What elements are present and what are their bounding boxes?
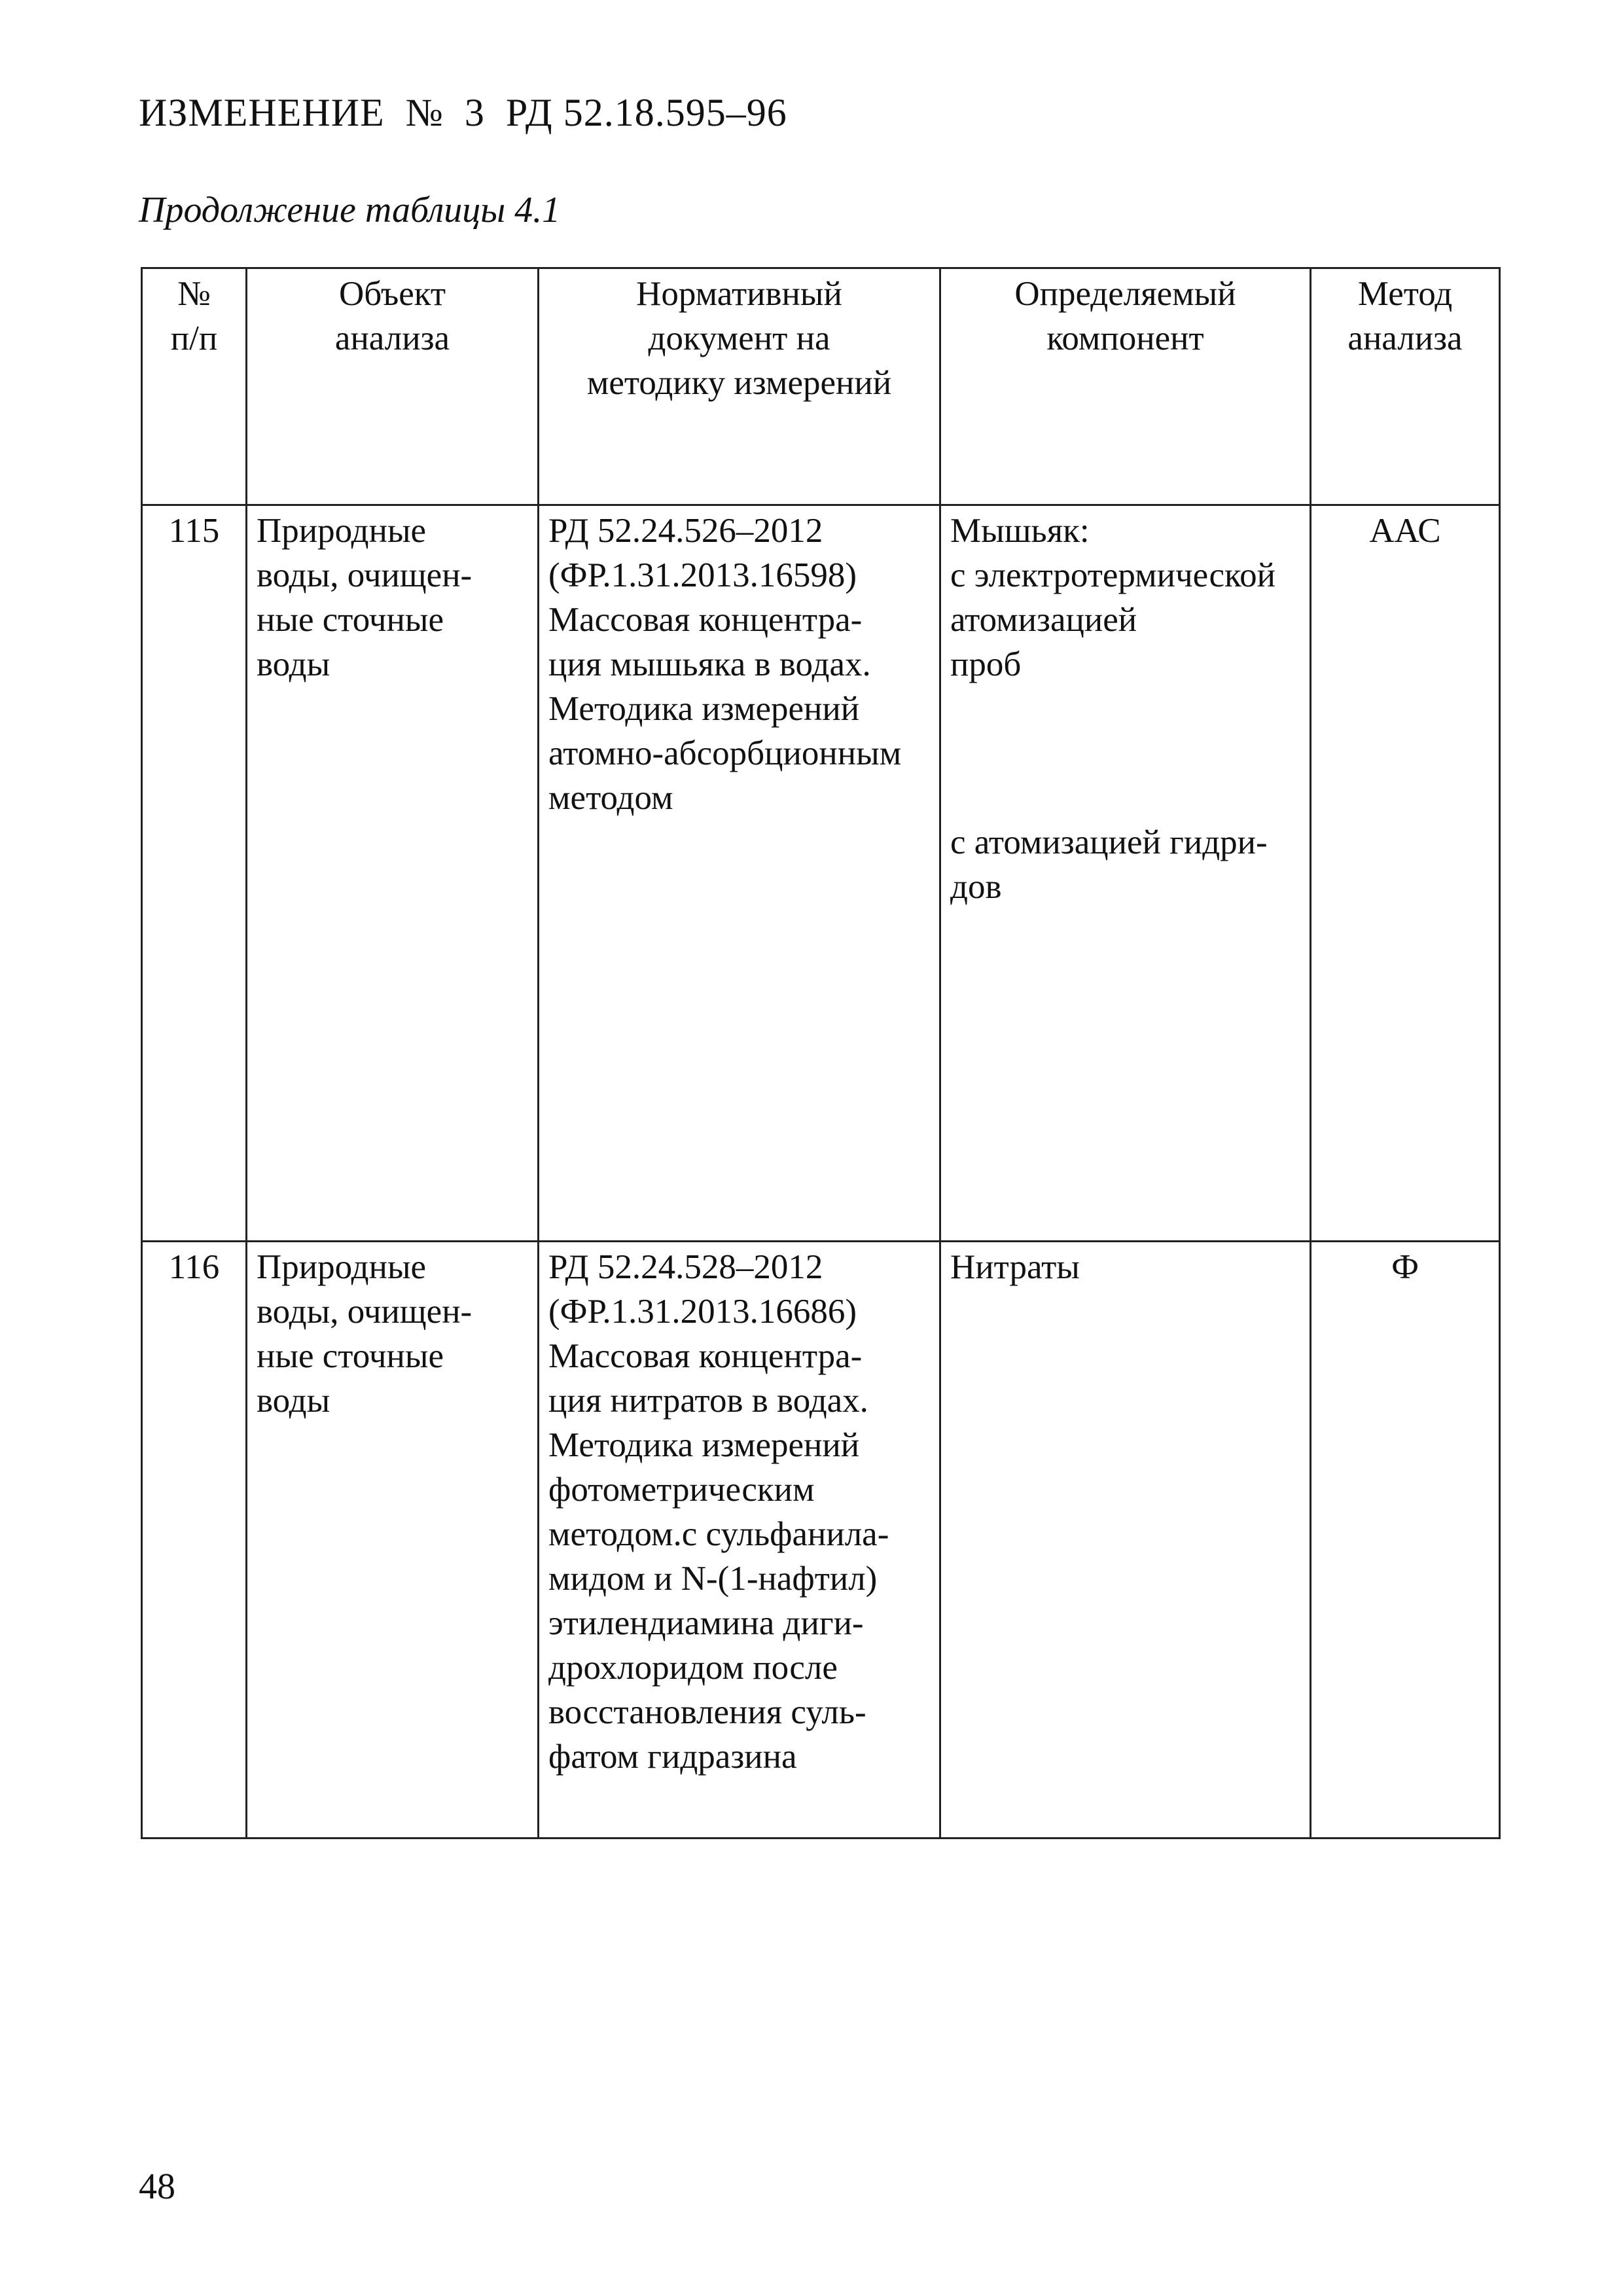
header-object xyxy=(247,268,539,505)
header-object-line: Объект xyxy=(338,275,446,313)
header-method xyxy=(1311,268,1500,505)
cell-document-line: (ФР.1.31.2013.16598) xyxy=(548,556,857,594)
cell-document-line: фотометрическим xyxy=(548,1471,815,1509)
cell-document-line: Методика измерений xyxy=(548,1426,860,1464)
cell-document-line: ция нитратов в водах. xyxy=(548,1382,868,1420)
cell-method: Ф xyxy=(1311,1242,1500,1839)
header-document xyxy=(539,268,940,505)
header-method-line: Метод xyxy=(1357,275,1453,313)
cell-document-line: дрохлоридом после xyxy=(548,1649,838,1687)
cell-object-line: воды xyxy=(257,1382,330,1420)
cell-component-spacer xyxy=(950,687,1306,820)
cell-object xyxy=(247,505,539,1242)
header-number-line: № xyxy=(177,275,211,313)
cell-component-line: Мышьяк: xyxy=(950,512,1090,550)
cell-document-line: РД 52.24.528–2012 xyxy=(548,1248,823,1286)
cell-document-line: методом.с сульфанила- xyxy=(548,1515,889,1553)
cell-component-line: атомизацией xyxy=(950,601,1137,639)
cell-object-line: ные сточные xyxy=(257,601,444,639)
cell-document-line: Методика измерений xyxy=(548,690,860,728)
cell-document xyxy=(539,1242,940,1839)
cell-object-line: воды, очищен- xyxy=(257,556,473,594)
cell-component-line: дов xyxy=(950,868,1002,906)
table-row xyxy=(142,505,1500,1242)
header-number xyxy=(142,268,247,505)
cell-document-line: Массовая концентра- xyxy=(548,601,863,639)
header-component xyxy=(940,268,1311,505)
header-component-line: компонент xyxy=(1046,319,1204,357)
cell-object-line: Природные xyxy=(257,1248,427,1286)
cell-document-line: Массовая концентра- xyxy=(548,1337,863,1375)
cell-document-line: этилендиамина диги- xyxy=(548,1604,864,1642)
cell-object xyxy=(247,1242,539,1839)
cell-component xyxy=(940,505,1311,1242)
cell-document-line: восстановления суль- xyxy=(548,1693,866,1731)
cell-document-line: мидом и N-(1-нафтил) xyxy=(548,1560,878,1598)
cell-component-line: проб xyxy=(950,645,1022,683)
header-component-line: Определяемый xyxy=(1014,275,1236,313)
cell-component-line: Нитраты xyxy=(950,1248,1080,1286)
cell-document-line: ция мышьяка в водах. xyxy=(548,645,871,683)
header-document-line: Нормативный xyxy=(636,275,842,313)
header-object-line: анализа xyxy=(334,319,450,357)
cell-component xyxy=(940,1242,1311,1839)
cell-document-line: методом xyxy=(548,779,673,817)
header-document-line: методику измерений xyxy=(586,364,892,402)
cell-object-line: воды xyxy=(257,645,330,683)
analysis-table xyxy=(141,267,1501,1839)
cell-document-line: (ФР.1.31.2013.16686) xyxy=(548,1293,857,1331)
cell-number: 115 xyxy=(142,505,247,1242)
header-method-line: анализа xyxy=(1347,319,1463,357)
table-header-row xyxy=(142,268,1500,505)
cell-component-line: с атомизацией гидри- xyxy=(950,823,1268,861)
document-header: ИЗМЕНЕНИЕ № 3 РД 52.18.595–96 xyxy=(139,91,787,134)
cell-method: ААС xyxy=(1311,505,1500,1242)
page-number: 48 xyxy=(139,2166,175,2207)
cell-component-line: с электротермической xyxy=(950,556,1275,594)
cell-document xyxy=(539,505,940,1242)
cell-document-line: фатом гидразина xyxy=(548,1738,797,1776)
header-number-line: п/п xyxy=(170,319,218,357)
cell-document-line: РД 52.24.526–2012 xyxy=(548,512,823,550)
header-document-line: документ на xyxy=(648,319,830,357)
cell-object-line: воды, очищен- xyxy=(257,1293,473,1331)
cell-number: 116 xyxy=(142,1242,247,1839)
cell-document-line: атомно-абсорбционным xyxy=(548,734,902,772)
table-row xyxy=(142,1242,1500,1839)
cell-object-line: Природные xyxy=(257,512,427,550)
cell-object-line: ные сточные xyxy=(257,1337,444,1375)
table-continuation-caption: Продолжение таблицы 4.1 xyxy=(139,190,561,230)
